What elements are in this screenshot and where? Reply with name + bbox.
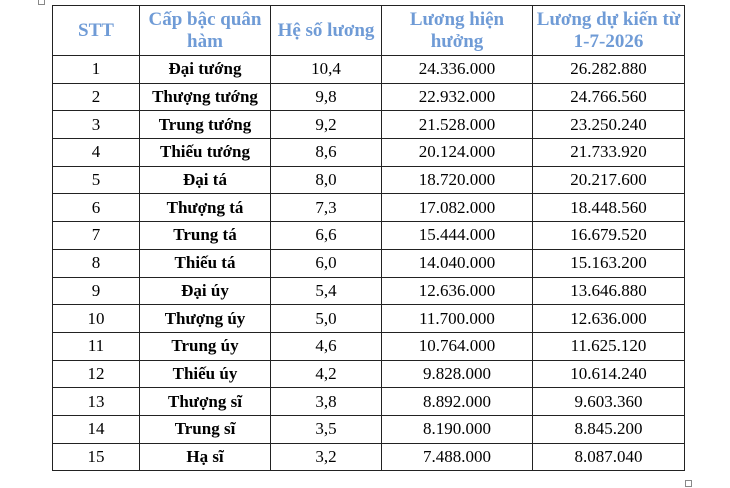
header-coefficient: Hệ số lương — [271, 6, 382, 56]
projected-salary-cell: 23.250.240 — [533, 111, 685, 139]
table-row — [53, 277, 685, 305]
table-row — [53, 443, 685, 471]
projected-salary-cell: 13.646.880 — [533, 277, 685, 305]
projected-salary-cell: 12.636.000 — [533, 305, 685, 333]
rank-cell: Thượng sĩ — [140, 388, 271, 416]
coefficient-cell: 10,4 — [271, 56, 382, 84]
coefficient-cell: 8,6 — [271, 139, 382, 167]
current-salary-cell: 20.124.000 — [382, 139, 533, 167]
stt-cell: 12 — [53, 360, 140, 388]
rank-cell: Thiếu tá — [140, 249, 271, 277]
stt-cell: 1 — [53, 56, 140, 84]
current-salary-cell: 17.082.000 — [382, 194, 533, 222]
current-salary-cell: 24.336.000 — [382, 56, 533, 84]
projected-salary-cell: 9.603.360 — [533, 388, 685, 416]
table-row — [53, 111, 685, 139]
coefficient-cell: 5,4 — [271, 277, 382, 305]
table-row — [53, 305, 685, 333]
current-salary-cell: 14.040.000 — [382, 249, 533, 277]
coefficient-cell: 4,2 — [271, 360, 382, 388]
stt-cell: 10 — [53, 305, 140, 333]
rank-cell: Thượng úy — [140, 305, 271, 333]
table-row — [53, 222, 685, 250]
table-row — [53, 166, 685, 194]
rank-cell: Đại úy — [140, 277, 271, 305]
rank-cell: Thượng tá — [140, 194, 271, 222]
projected-salary-cell: 16.679.520 — [533, 222, 685, 250]
stt-cell: 14 — [53, 415, 140, 443]
current-salary-cell: 9.828.000 — [382, 360, 533, 388]
stt-cell: 13 — [53, 388, 140, 416]
projected-salary-cell: 20.217.600 — [533, 166, 685, 194]
current-salary-cell: 8.190.000 — [382, 415, 533, 443]
stt-cell: 4 — [53, 139, 140, 167]
stt-cell: 11 — [53, 332, 140, 360]
coefficient-cell: 9,2 — [271, 111, 382, 139]
rank-cell: Trung tướng — [140, 111, 271, 139]
current-salary-cell: 11.700.000 — [382, 305, 533, 333]
table-row — [53, 388, 685, 416]
rank-cell: Thiếu tướng — [140, 139, 271, 167]
projected-salary-cell: 11.625.120 — [533, 332, 685, 360]
coefficient-cell: 6,6 — [271, 222, 382, 250]
projected-salary-cell: 10.614.240 — [533, 360, 685, 388]
stt-cell: 7 — [53, 222, 140, 250]
coefficient-cell: 7,3 — [271, 194, 382, 222]
table-row — [53, 139, 685, 167]
coefficient-cell: 3,2 — [271, 443, 382, 471]
stt-cell: 9 — [53, 277, 140, 305]
header-current-salary: Lương hiện hưởng — [382, 6, 533, 56]
header-rank: Cấp bậc quân hàm — [140, 6, 271, 56]
stt-cell: 6 — [53, 194, 140, 222]
projected-salary-cell: 8.087.040 — [533, 443, 685, 471]
header-row — [53, 6, 685, 56]
rank-cell: Thượng tướng — [140, 83, 271, 111]
table-row — [53, 194, 685, 222]
rank-cell: Đại tướng — [140, 56, 271, 84]
table-row — [53, 83, 685, 111]
current-salary-cell: 12.636.000 — [382, 277, 533, 305]
rank-cell: Trung sĩ — [140, 415, 271, 443]
coefficient-cell: 4,6 — [271, 332, 382, 360]
table-move-handle[interactable] — [38, 0, 45, 5]
current-salary-cell: 8.892.000 — [382, 388, 533, 416]
stt-cell: 15 — [53, 443, 140, 471]
projected-salary-cell: 18.448.560 — [533, 194, 685, 222]
current-salary-cell: 22.932.000 — [382, 83, 533, 111]
rank-cell: Hạ sĩ — [140, 443, 271, 471]
table-row — [53, 249, 685, 277]
stt-cell: 8 — [53, 249, 140, 277]
table-resize-handle[interactable] — [685, 480, 692, 487]
rank-cell: Trung tá — [140, 222, 271, 250]
stt-cell: 2 — [53, 83, 140, 111]
rank-cell: Thiếu úy — [140, 360, 271, 388]
table-row — [53, 360, 685, 388]
table-row — [53, 332, 685, 360]
current-salary-cell: 7.488.000 — [382, 443, 533, 471]
projected-salary-cell: 8.845.200 — [533, 415, 685, 443]
current-salary-cell: 15.444.000 — [382, 222, 533, 250]
coefficient-cell: 3,5 — [271, 415, 382, 443]
projected-salary-cell: 24.766.560 — [533, 83, 685, 111]
stt-cell: 3 — [53, 111, 140, 139]
salary-table — [52, 5, 685, 471]
coefficient-cell: 9,8 — [271, 83, 382, 111]
coefficient-cell: 5,0 — [271, 305, 382, 333]
coefficient-cell: 8,0 — [271, 166, 382, 194]
stt-cell: 5 — [53, 166, 140, 194]
rank-cell: Trung úy — [140, 332, 271, 360]
header-projected-salary: Lương dự kiến từ 1-7-2026 — [533, 6, 685, 56]
projected-salary-cell: 15.163.200 — [533, 249, 685, 277]
table-row — [53, 56, 685, 84]
coefficient-cell: 6,0 — [271, 249, 382, 277]
rank-cell: Đại tá — [140, 166, 271, 194]
current-salary-cell: 18.720.000 — [382, 166, 533, 194]
projected-salary-cell: 21.733.920 — [533, 139, 685, 167]
current-salary-cell: 21.528.000 — [382, 111, 533, 139]
header-stt: STT — [53, 6, 140, 56]
current-salary-cell: 10.764.000 — [382, 332, 533, 360]
projected-salary-cell: 26.282.880 — [533, 56, 685, 84]
table-row — [53, 415, 685, 443]
coefficient-cell: 3,8 — [271, 388, 382, 416]
